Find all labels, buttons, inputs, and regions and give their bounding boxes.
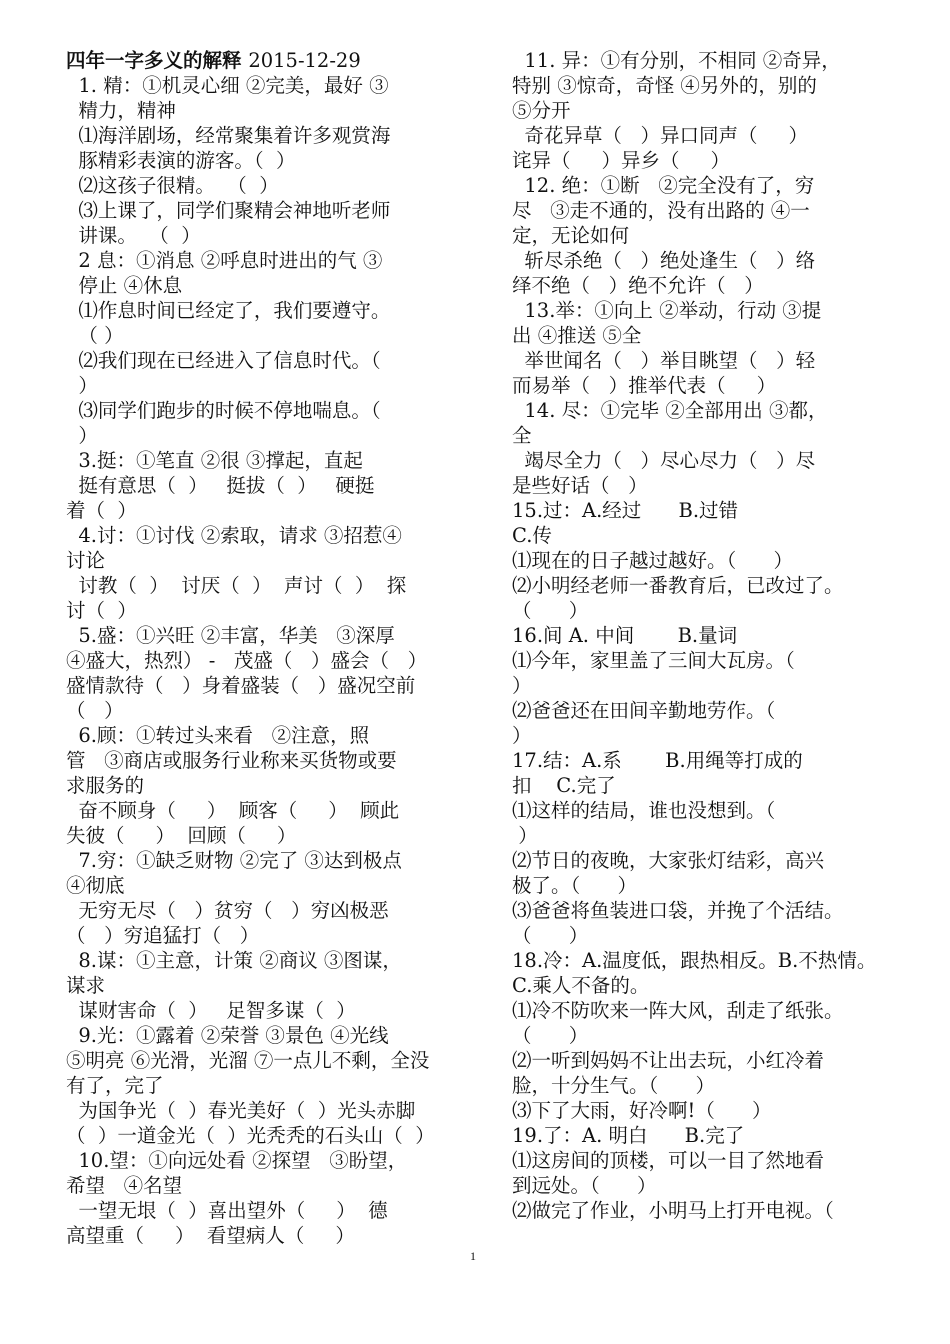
text-line: 2 息：①消息 ②呼息时进出的气 ③ <box>66 249 383 272</box>
text-line: ⑴今年，家里盖了三间大瓦房。（ <box>512 649 795 672</box>
text-line: 豚精彩表演的游客。（ ） <box>66 149 296 172</box>
text-line: 4.讨：①讨伐 ②索取，请求 ③招惹④ <box>66 524 402 547</box>
text-line: 尽 ③走不通的，没有出路的 ④一 <box>512 199 810 222</box>
text-line: 定，无论如何 <box>512 224 630 247</box>
text-line: 谋财害命（ ） 足智多谋（ ） <box>66 999 356 1022</box>
text-line: ⑵小明经老师一番教育后，已改过了。 <box>512 574 844 597</box>
text-line: 一望无垠（ ）喜出望外（ ） 德 <box>66 1199 388 1222</box>
text-line: 10.望：①向远处看 ②探望 ③盼望， <box>66 1149 408 1172</box>
text-line: ⑶爸爸将鱼装进口袋，并挽了个活结。 <box>512 899 844 922</box>
text-line: 全 <box>512 424 532 447</box>
text-line: ⑶同学们跑步的时候不停地喘息。（ <box>66 399 381 422</box>
text-line: （ ） <box>66 699 124 722</box>
text-line: 奋不顾身（ ） 顾客（ ） 顾此 <box>66 799 400 822</box>
text-line: ⑴这房间的顶楼，可以一目了然地看 <box>512 1149 825 1172</box>
text-line: 16.间 A. 中间 B.量词 <box>512 624 738 647</box>
text-line: ⑵节日的夜晚，大家张灯结彩，高兴 <box>512 849 825 872</box>
text-line: ④盛大，热烈） - 茂盛（ ）盛会（ ） <box>66 649 428 672</box>
text-line: 斩尽杀绝（ ）绝处逢生（ ）络 <box>512 249 816 272</box>
text-line: （ ）一道金光（ ）光秃秃的石头山（ ） <box>66 1124 435 1147</box>
text-line: 而易举（ ）推举代表（ ） <box>512 374 777 397</box>
text-line: 无穷无尽（ ）贫穷（ ）穷凶极恶 <box>66 899 389 922</box>
text-line: ⑵一听到妈妈不让出去玩，小红冷着 <box>512 1049 825 1072</box>
text-line: C.乘人不备的。 <box>512 974 650 997</box>
text-line: 竭尽全力（ ）尽心尽力（ ）尽 <box>512 449 816 472</box>
text-line: 1. 精：①机灵心细 ②完美，最好 ③ <box>66 74 389 97</box>
text-line: ） <box>512 674 532 697</box>
text-line: 举世闻名（ ）举目眺望（ ）轻 <box>512 349 816 372</box>
text-line: 18.冷：A.温度低，跟热相反。B.不热情。 <box>512 949 877 972</box>
text-line: 6.顾：①转过头来看 ②注意，照 <box>66 724 370 747</box>
text-line: 17.结：A.系 B.用绳等打成的 <box>512 749 803 772</box>
text-line: （ ）穷追猛打（ ） <box>66 924 260 947</box>
text-line: ⑴冷不防吹来一阵大风，刮走了纸张。 <box>512 999 844 1022</box>
text-line: 14. 尽：①完毕 ②全部用出 ③都， <box>512 399 828 422</box>
page-number: 1 <box>470 1249 476 1263</box>
text-line: ⑴现在的日子越过越好。（ ） <box>512 549 793 572</box>
text-line: 11. 异：①有分别，不相同 ②奇异， <box>512 49 841 72</box>
text-line: 为国争光（ ）春光美好（ ）光头赤脚 <box>66 1099 416 1122</box>
text-line: （ ） <box>512 1024 589 1047</box>
text-line: 13.举：①向上 ②举动，行动 ③提 <box>512 299 822 322</box>
text-line: ） <box>66 374 98 397</box>
text-line: 讨论 <box>66 549 106 572</box>
text-line: 9.光：①露着 ②荣誉 ③景色 ④光线 <box>66 1024 389 1047</box>
document-title <box>66 48 482 73</box>
text-line: 停止 ④休息 <box>66 274 183 297</box>
text-line: 希望 ④名望 <box>66 1174 183 1197</box>
text-line: （ ） <box>66 324 124 347</box>
text-line: ⑴这样的结局，谁也没想到。（ <box>512 799 776 822</box>
text-line: 特别 ③惊奇，奇怪 ④另外的，别的 <box>512 74 817 97</box>
text-line: 失彼（ ） 回顾（ ） <box>66 824 297 847</box>
text-line: 扣 C.完了 <box>512 774 616 797</box>
text-line: 奇花异草（ ）异口同声（ ） <box>512 124 808 147</box>
text-line: 诧异（ ）异乡（ ） <box>512 149 730 172</box>
text-line: C.传 <box>512 524 552 547</box>
text-line: 5.盛：①兴旺 ②丰富，华美 ③深厚 <box>66 624 395 647</box>
text-line: （ ） <box>512 924 589 947</box>
text-line: 出 ④推送 ⑤全 <box>512 324 642 347</box>
text-line: 绎不绝（ ）绝不允许（ ） <box>512 274 764 297</box>
text-line: ⑴海洋剧场，经常聚集着许多观赏海 <box>66 124 391 147</box>
text-line: ⑵我们现在已经进入了信息时代。（ <box>66 349 381 372</box>
text-line: ⑵这孩子很精。 （ ） <box>66 174 279 197</box>
text-line: （ ） <box>512 599 589 622</box>
text-line: 极了。（ ） <box>512 874 637 897</box>
text-line: 是些好话（ ） <box>512 474 648 497</box>
text-line: 管 ③商店或服务行业称来买货物或要 <box>66 749 397 772</box>
text-line: 15.过：A.经过 B.过错 <box>512 499 739 522</box>
text-line: ⑵爸爸还在田间辛勤地劳作。（ <box>512 699 776 722</box>
text-line: 7.穷：①缺乏财物 ②完了 ③达到极点 <box>66 849 402 872</box>
title-date: 2015-12-29 <box>248 49 361 72</box>
text-line: 脸，十分生气。（ ） <box>512 1074 715 1097</box>
text-line: ） <box>512 724 532 747</box>
text-line: 3.挺：①笔直 ②很 ③撑起，直起 <box>66 449 363 472</box>
text-line: 盛情款待（ ）身着盛装（ ）盛况空前 <box>66 674 416 697</box>
text-line: ⑴作息时间已经定了，我们要遵守。 <box>66 299 391 322</box>
left-column <box>66 48 482 1248</box>
text-line: ⑤分开 <box>512 99 571 122</box>
text-line: 高望重（ ） 看望病人（ ） <box>66 1224 355 1247</box>
text-line: 精力，精神 <box>66 99 176 122</box>
text-line: ⑶下了大雨，好冷啊!（ ） <box>512 1099 772 1122</box>
text-line: ④彻底 <box>66 874 125 897</box>
text-line: 有了，完了 <box>66 1074 164 1097</box>
text-line: 12. 绝：①断 ②完全没有了，穷 <box>512 174 815 197</box>
text-line: 讨（ ） <box>66 599 137 622</box>
text-line: ⑤明亮 ⑥光滑，光溜 ⑦一点儿不剩，全没 <box>66 1049 430 1072</box>
text-line: 19.了：A. 明白 B.完了 <box>512 1124 745 1147</box>
text-line: 求服务的 <box>66 774 145 797</box>
text-line: 着（ ） <box>66 499 137 522</box>
title-text: 四年一字多义的解释 <box>66 49 242 72</box>
right-column <box>512 48 896 1223</box>
text-line: 挺有意思（ ） 挺拔（ ） 硬挺 <box>66 474 375 497</box>
text-line: ） <box>66 424 98 447</box>
text-line: 到远处。（ ） <box>512 1174 657 1197</box>
text-line: 讨教（ ） 讨厌（ ） 声讨（ ） 探 <box>66 574 407 597</box>
text-line: 谋求 <box>66 974 106 997</box>
text-line: ） <box>512 824 538 847</box>
text-line: ⑵做完了作业，小明马上打开电视。（ <box>512 1199 834 1222</box>
text-line: 讲课。 （ ） <box>66 224 201 247</box>
text-line: ⑶上课了，同学们聚精会神地听老师 <box>66 199 391 222</box>
text-line: 8.谋：①主意，计策 ②商议 ③图谋， <box>66 949 402 972</box>
